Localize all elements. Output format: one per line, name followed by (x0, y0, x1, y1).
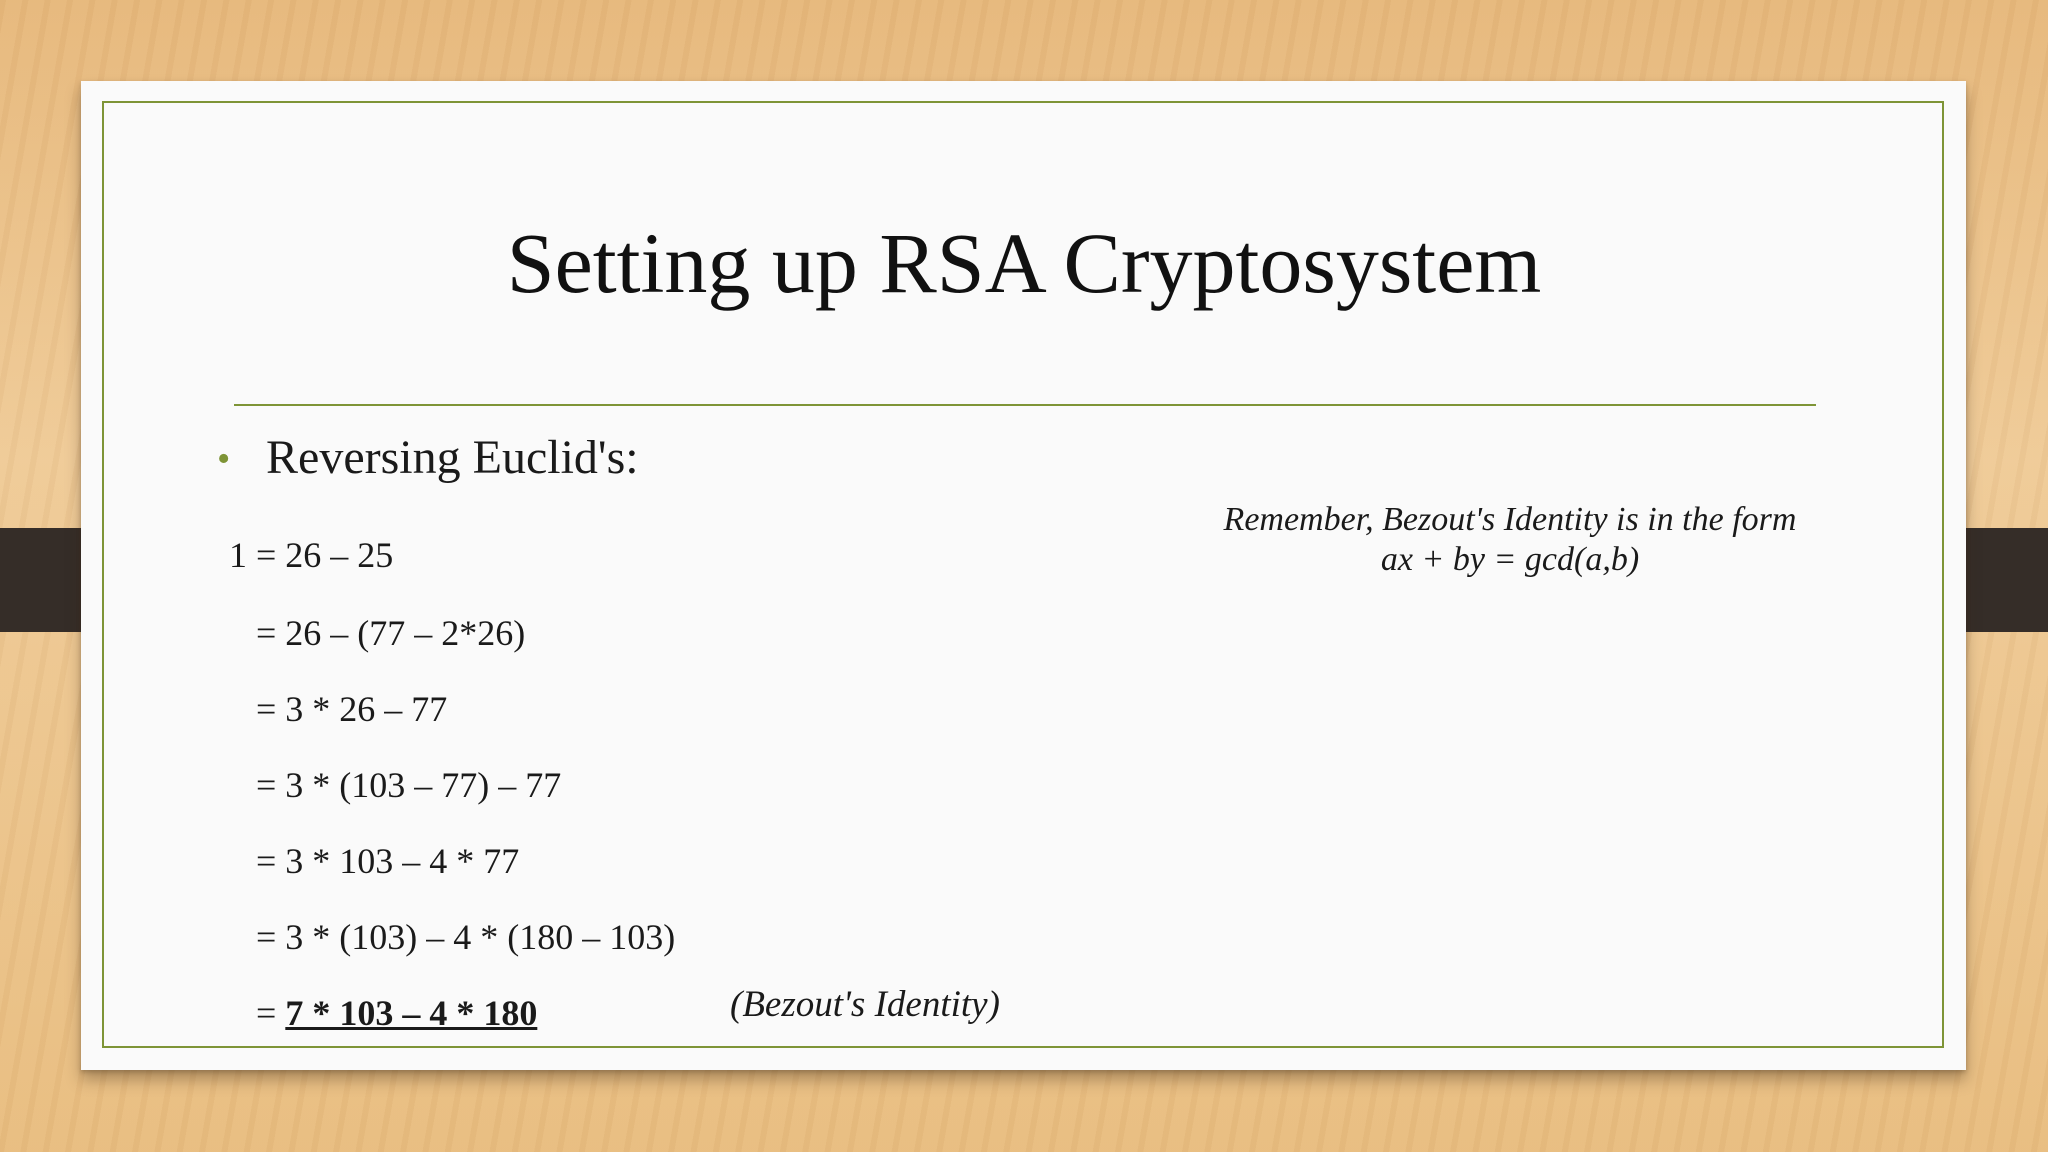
equation-step: = 3 * 26 – 77 (256, 689, 448, 729)
equation-step: = 3 * (103 – 77) – 77 (256, 765, 562, 805)
bezout-reminder-note (1190, 500, 1830, 580)
equation-step: = 3 * (103) – 4 * (180 – 103) (256, 917, 676, 957)
bullet-heading: Reversing Euclid's: (266, 431, 639, 484)
note-line-1: Remember, Bezout's Identity is in the form (1223, 501, 1797, 538)
note-line-2: ax + by = gcd(a,b) (1380, 541, 1640, 579)
equation-step: = 26 – (77 – 2*26) (256, 613, 526, 653)
equation-step: 1 = 26 – 25 (229, 535, 394, 575)
slide-title: Setting up RSA Cryptosystem (506, 215, 1542, 311)
final-equals: = (256, 993, 277, 1033)
equation-step: = 3 * 103 – 4 * 77 (256, 841, 520, 881)
bullet-dot-icon: • (217, 438, 231, 480)
final-expression: 7 * 103 – 4 * 180 (285, 993, 538, 1033)
bezout-identity-label: (Bezout's Identity) (730, 984, 1000, 1025)
title-divider (234, 404, 1816, 406)
final-equation (256, 994, 537, 1034)
